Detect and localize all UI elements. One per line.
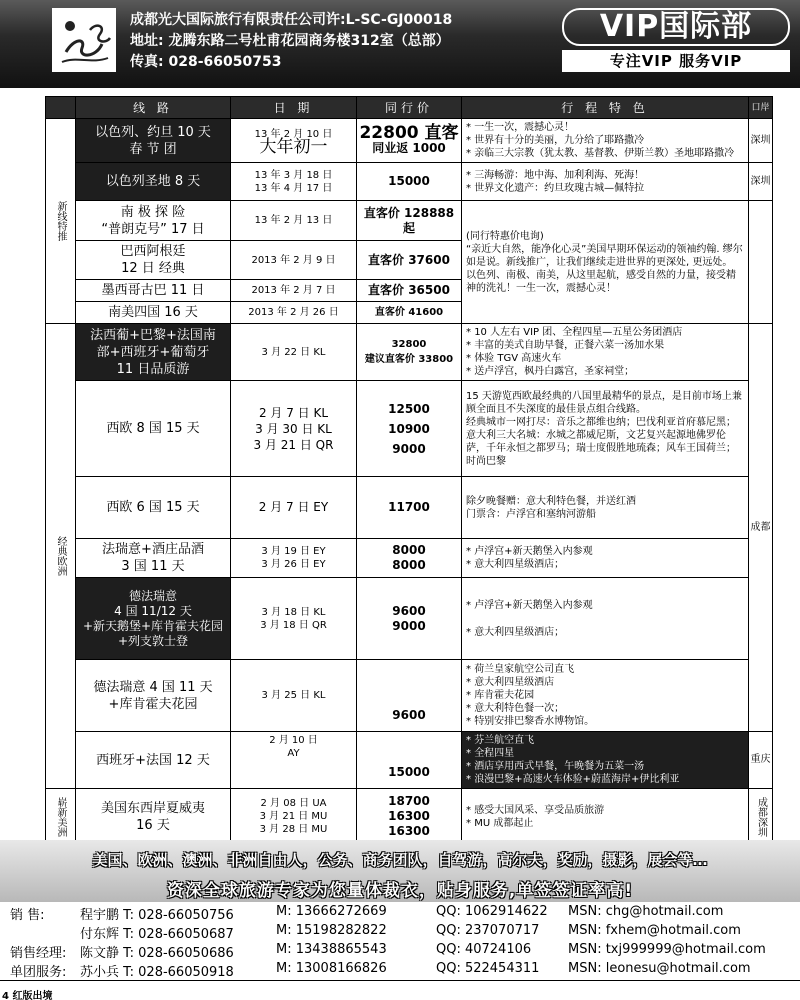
route-cell (76, 324, 231, 381)
divider (0, 980, 800, 981)
price-cell (357, 324, 462, 381)
date-cell (231, 789, 357, 845)
date-cell: 3 月 25 日 KL (231, 660, 357, 732)
date-text: 3 月 21 日 MU (259, 811, 328, 822)
route-text: 德法瑞意 4 国 11 天 (93, 679, 213, 695)
feature-item: * 芬兰航空直飞 (466, 734, 744, 747)
table-row (46, 201, 773, 241)
port-cell: 成都 (749, 324, 773, 732)
feature-item: * 库肯霍夫花园 (466, 689, 744, 702)
contact-mobile: M: 13008166826 (276, 961, 387, 976)
price-text: 同业返 1000 (372, 140, 446, 155)
date-text: 2 月 7 日 KL (258, 405, 329, 420)
contact-qq: QQ: 40724106 (436, 942, 532, 957)
route-text: 法瑞意+酒庄品酒 (102, 542, 204, 557)
slogan-banner: 资深全球旅游专家为您量体裁衣，贴身服务,单签签证率高! (166, 881, 634, 901)
date-text: 3 月 28 日 MU (259, 824, 328, 835)
route-text: 法西葡+巴黎+法国南 (90, 327, 216, 343)
date-cell: 2013 年 2 月 7 日 (231, 280, 357, 302)
features-cell (462, 660, 749, 732)
route-text: 春 节 团 (129, 141, 177, 157)
contact-phone: 付东辉 T: 028-66050687 (80, 927, 234, 942)
category-new: 新线特推 (46, 119, 76, 324)
price-text: 9000 (392, 441, 426, 456)
features-cell (462, 163, 749, 201)
contact-phone: 陈文静 T: 028-66050686 (80, 946, 234, 961)
contact-mobile: M: 13438865543 (276, 942, 387, 957)
price-cell: 9600 (357, 660, 462, 732)
contact-msn: MSN: chg@hotmail.com (568, 904, 724, 919)
feature-item: * MU 成都起止 (466, 817, 744, 830)
company-name: 成都光大国际旅行有限责任公司许:L-SC-GJ00018 (130, 12, 453, 28)
price-cell: 15000 (357, 163, 462, 201)
price-text: 18700 (388, 794, 430, 808)
contact-row (10, 921, 790, 940)
route-cell: 西欧 6 国 15 天 (76, 477, 231, 539)
contact-qq: QQ: 237070717 (436, 923, 540, 938)
header-banner (0, 0, 800, 88)
feature-item: * 荷兰皇家航空公司直飞 (466, 663, 744, 676)
header-features: 行 程 特 色 (462, 97, 749, 119)
table-row (46, 163, 773, 201)
feature-item: * 丰富的美式自助早餐，正餐六菜一汤加水果 (466, 339, 744, 352)
port-cell: 成都深圳 (749, 789, 773, 845)
table-row (46, 381, 773, 477)
feature-item: * 意大利四星级酒店； (466, 558, 744, 571)
route-text: 11 日品质游 (116, 361, 190, 377)
port-cell (749, 201, 773, 324)
price-cell: 11700 (357, 477, 462, 539)
feature-item: * 10 人左右 VIP 团、全程四星—五星公务团酒店 (466, 326, 744, 339)
logo-icon (52, 8, 116, 72)
table-row (46, 119, 773, 163)
date-cell (231, 381, 357, 477)
header-price: 同行价 (357, 97, 462, 119)
feature-item: * 浪漫巴黎+高速火车体验+蔚蓝海岸+伊比利亚 (466, 773, 744, 786)
header-port: 口岸 (749, 97, 773, 119)
route-cell (76, 789, 231, 845)
features-cell (462, 578, 749, 660)
route-text: 16 天 (136, 817, 170, 833)
route-text: 巴西阿根廷 (120, 244, 186, 259)
features-cell (462, 539, 749, 578)
price-cell (357, 789, 462, 845)
feature-item: * 全程四星 (466, 747, 744, 760)
route-text: 3 国 11 天 (121, 559, 185, 574)
price-text: 12500 (388, 401, 430, 416)
feature-item: * 送卢浮宫，枫丹白露宫，圣家祠堂； (466, 365, 744, 378)
table-row (46, 477, 773, 539)
contact-mobile: M: 13666272669 (276, 904, 387, 919)
route-cell (76, 119, 231, 163)
services-banner: 美国、欧洲、澳洲、非洲自由人，公务、商务团队，自驾游，高尔夫，奖励，摄影，展会等… (92, 851, 708, 869)
date-cell (231, 163, 357, 201)
route-text: +库肯霍夫花园 (108, 696, 198, 712)
feature-item: * 世界文化遗产：约旦玫瑰古城—佩特拉 (466, 182, 744, 195)
price-cell: 15000 (357, 732, 462, 789)
route-cell: 以色列圣地 8 天 (76, 163, 231, 201)
tour-table (45, 96, 773, 845)
date-text: 3 月 18 日 KL (261, 606, 326, 618)
route-cell: 西欧 8 国 15 天 (76, 381, 231, 477)
route-text: +列支敦士登 (117, 633, 189, 648)
date-cell (231, 119, 357, 163)
features-cell (462, 324, 749, 381)
contact-qq: QQ: 522454311 (436, 961, 540, 976)
price-text: 16300 (388, 824, 430, 838)
contact-role: 单团服务: (10, 965, 67, 980)
features-cell (462, 119, 749, 163)
price-text: 22800 直客 (359, 122, 459, 143)
date-cell (231, 732, 357, 789)
feature-item: 以色列、南极、南美，从这里起航，感受自然的力量，接受精神的洗礼！一生一次，震撼心灵！ (466, 269, 736, 294)
price-cell (357, 578, 462, 660)
feature-item: 经典城市一网打尽：音乐之都维也纳；巴伐利亚首府慕尼黑；意大利三大名城：水城之都威尼斯，文艺复兴起源地佛罗伦萨，千年永恒之都罗马；瑞士度假胜地琉森；风车王国荷兰；时尚巴黎 (466, 416, 736, 467)
feature-item: * 三海畅游：地中海、加利利海、死海！ (466, 169, 744, 182)
category-europe: 经典欧洲 (46, 324, 76, 789)
date-text: 13 年 2 月 10 日 (254, 128, 333, 140)
table-row (46, 578, 773, 660)
feature-item: * 酒店享用西式早餐，午晚餐为五菜一汤 (466, 760, 744, 773)
price-text: 8000 (392, 558, 426, 572)
vip-title: VIP国际部 (562, 8, 790, 46)
date-cell: 2 月 7 日 EY (231, 477, 357, 539)
features-cell (462, 732, 749, 789)
date-cell (231, 539, 357, 578)
route-cell (76, 539, 231, 578)
contact-mobile: M: 15198282822 (276, 923, 387, 938)
features-cell (462, 201, 749, 324)
price-cell: 直客价 41600 (357, 302, 462, 324)
feature-item: (同行特惠价电询) (466, 230, 544, 242)
feature-item: * 特别安排巴黎香水博物馆。 (466, 715, 744, 728)
header-route: 线 路 (76, 97, 231, 119)
route-text: “普朗克号” 17 日 (101, 221, 205, 237)
date-text: 3 月 19 日 EY (261, 546, 326, 557)
contact-phone: 苏小兵 T: 028-66050918 (80, 965, 234, 980)
date-text: 3 月 21 日 QR (253, 437, 334, 452)
feature-item: * 一生一次，震撼心灵！ (466, 121, 744, 134)
price-text: 32800 (391, 339, 427, 350)
features-cell (462, 477, 749, 539)
date-text: 3 月 26 日 EY (261, 559, 326, 570)
table-row (46, 789, 773, 845)
feature-item: 15 天游览西欧最经典的八国里最精华的景点，是目前市场上兼顾全面且不失深度的最佳景点组合线路。 (466, 390, 742, 415)
feature-item: 除夕晚餐赠：意大利特色餐，并送红酒 (466, 495, 636, 507)
header-date: 日 期 (231, 97, 357, 119)
contact-msn: MSN: txj999999@hotmail.com (568, 942, 766, 957)
feature-item: * 意大利四星级酒店 (466, 676, 744, 689)
feature-item: * 意大利特色餐一次； (466, 702, 744, 715)
date-text: 3 月 30 日 KL (255, 421, 332, 436)
feature-item: 门票含：卢浮宫和塞纳河游船 (466, 508, 596, 520)
route-text: 12 日 经典 (121, 261, 185, 276)
route-text: 4 国 11/12 天 (114, 603, 192, 618)
header-cat (46, 97, 76, 119)
price-cell: 直客价 36500 (357, 280, 462, 302)
company-address: 地址: 龙腾东路二号杜甫花园商务楼312室（总部） (130, 33, 450, 49)
price-cell: 直客价 37600 (357, 241, 462, 280)
date-text: 2 月 08 日 UA (260, 798, 327, 809)
route-cell: 西班牙+法国 12 天 (76, 732, 231, 789)
route-text: 南 极 探 险 (120, 204, 186, 220)
feature-item: * 意大利四星级酒店； (466, 626, 744, 639)
price-text: 9600 (392, 603, 426, 618)
route-text: 部+西班牙+葡萄牙 (96, 344, 210, 360)
features-cell (462, 381, 749, 477)
price-cell (357, 381, 462, 477)
feature-item: * 体验 TGV 高速火车 (466, 352, 744, 365)
feature-item: * 世界有十分的美丽，九分给了耶路撒冷 (466, 134, 744, 147)
price-cell: 直客价 128888 起 (357, 201, 462, 241)
route-cell (76, 201, 231, 241)
price-text: 9000 (392, 618, 426, 633)
table-row (46, 324, 773, 381)
contact-row (10, 959, 790, 978)
contact-row (10, 902, 790, 921)
route-cell (76, 241, 231, 280)
feature-item: * 卢浮宫+新天鹅堡入内参观 (466, 545, 744, 558)
contact-qq: QQ: 1062914622 (436, 904, 548, 919)
date-text: AY (287, 748, 300, 759)
port-cell: 深圳 (749, 163, 773, 201)
route-cell (76, 660, 231, 732)
date-cell: 13 年 2 月 13 日 (231, 201, 357, 241)
date-cell: 2013 年 2 月 9 日 (231, 241, 357, 280)
contact-msn: MSN: leonesu@hotmail.com (568, 961, 751, 976)
route-text: 德法瑞意 (128, 588, 177, 603)
date-text: 3 月 18 日 QR (260, 619, 327, 631)
route-text: +新天鹅堡+库肯霍夫花园 (82, 618, 224, 633)
price-text: 10900 (388, 421, 430, 436)
table-row (46, 732, 773, 789)
date-text: 13 年 4 月 17 日 (254, 182, 333, 194)
contact-role: 销 售: (10, 908, 45, 923)
route-text: 以色列、约旦 10 天 (95, 124, 211, 140)
vip-slogan: 专注VIP 服务VIP (562, 50, 790, 72)
date-cell (231, 578, 357, 660)
contact-list (10, 902, 790, 978)
price-cell (357, 539, 462, 578)
contact-row (10, 940, 790, 959)
feature-item: * 亲临三大宗教（犹太教、基督教、伊斯兰教）圣地耶路撒冷 (466, 147, 744, 160)
date-cell: 3 月 22 日 KL (231, 324, 357, 381)
feature-item: “亲近大自然，能净化心灵”美国早期环保运动的领袖约翰. 缪尔如是说。新线推广，让我们继续走进世界的更深处, 更远处。 (466, 243, 743, 268)
page-footer: 4 红版出境 (2, 991, 53, 1000)
table-header (46, 97, 773, 119)
date-text: 13 年 3 月 18 日 (254, 169, 333, 181)
date-cell: 2013 年 2 月 26 日 (231, 302, 357, 324)
price-text: 8000 (392, 543, 426, 557)
date-text: 2 月 10 日 (269, 735, 318, 746)
route-text: 美国东西岸夏威夷 (100, 800, 205, 816)
category-america: 崭新美洲 (46, 789, 76, 845)
route-cell (76, 578, 231, 660)
route-cell: 墨西哥古巴 11 日 (76, 280, 231, 302)
date-text: 大年初一 (259, 136, 328, 157)
price-text: 建议直客价 33800 (364, 354, 454, 365)
features-cell (462, 789, 749, 845)
price-cell (357, 119, 462, 163)
feature-item: * 卢浮宫+新天鹅堡入内参观 (466, 599, 744, 612)
company-fax: 传真: 028-66050753 (130, 54, 282, 70)
price-text: 16300 (388, 809, 430, 823)
table-row (46, 660, 773, 732)
route-cell: 南美四国 16 天 (76, 302, 231, 324)
feature-item: * 感受大国风采、享受品质旅游 (466, 804, 744, 817)
contact-role: 销售经理: (10, 946, 67, 961)
table-row (46, 539, 773, 578)
contact-msn: MSN: fxhem@hotmail.com (568, 923, 741, 938)
port-cell: 重庆 (749, 732, 773, 789)
contact-phone: 程宇鹏 T: 028-66050756 (80, 908, 234, 923)
port-cell: 深圳 (749, 119, 773, 163)
